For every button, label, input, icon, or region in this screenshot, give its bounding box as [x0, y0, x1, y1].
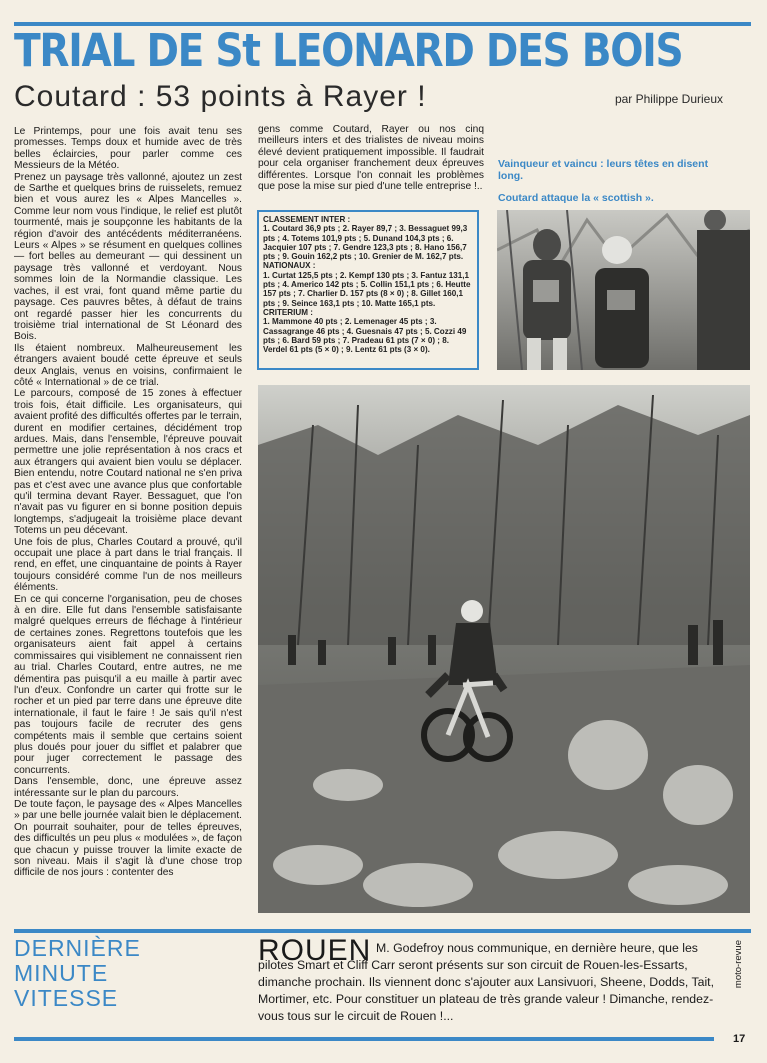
- paragraph: Une fois de plus, Charles Coutard a prouvé, qu'il occupait une place à part dans le trial français. Il rend, en effet, une cinquantaine de points à Rayer toujours considéré comme l'un de nos meilleurs éléments.: [14, 536, 242, 594]
- results-heading-criterium: CRITERIUM :: [263, 307, 313, 317]
- paragraph: Le parcours, composé de 15 zones à effectuer trois fois, était difficile. Les organisateurs, qui avaient profité des difficultés offertes par le terrain, durent en modifier certaines, décidément trop ardues. Mais, dans l'ensemble, l'épreuve pouvait permettre une jolie représentation à nos cracs et aux étrangers qui avaient bien voulu se déplacer. Bien entendu, notre Coutard national ne s'en priva pas et c'est avec une avance plus que confortable qu'il termina devant Rayer. Bessaguet, que l'on n'avait pas vu figurer en si bonne position depuis longtemps, s'adjugeait la troisième place devant Totems un peu décevant.: [14, 388, 242, 537]
- photo-captions: [498, 158, 728, 214]
- last-minute-heading: [14, 936, 246, 1011]
- results-box: [257, 210, 479, 370]
- article-column-1: [14, 126, 242, 879]
- heading-line: MINUTE: [14, 960, 109, 986]
- results-heading-nationaux: NATIONAUX :: [263, 261, 316, 271]
- photo-caption: Vainqueur et vaincu : leurs têtes en disent long.: [498, 158, 709, 182]
- page-number: 17: [733, 1033, 746, 1045]
- results-heading-inter: CLASSEMENT INTER :: [263, 215, 351, 224]
- paragraph: Prenez un paysage très vallonné, ajoutez un zest de Sarthe et quelques brins de ruisselets, remuez bien et vous aurez les « Alpes Mancelles ». Comme leur nom vous l'indique, le relief est plutôt tourmenté, mais je soupçonne les habitants de la région d'avoir des antécédents méditerranéens. Leurs « Alpes » se résument en quelques collines — fort belles au demeurant — qui dessinent un paysage très vallonné et verdoyant. Nous sommes loin de la Normandie classique. Les vaches, il est vrai, font quand même partie du paysage. Ces pauvres bêtes, à défaut de trains ont regardé passer hier les concurrents du troisième trial international de St Léonard des Bois.: [14, 171, 242, 343]
- photo-caption: Coutard attaque la « scottish ».: [498, 192, 654, 204]
- paragraph: En ce qui concerne l'organisation, peu de choses à en dire. Elle fut dans l'ensemble satisfaisante malgré quelques erreurs de fléchage à l'intérieur de certaines zones. Regrettons toutefois que les organisateurs aient fait appel à certains commissaires qui visiblement ne connaissent rien au trial. Charles Coutard, entre autres, ne me démentira pas puisqu'il a eu maille à partir avec l'un d'eux. Confondre un carter qui frotte sur le rocher et un pied par terre dans une épreuve dite internationale, il faut le faire ! Je sais qu'il n'est pas toujours facile de recruter des gens compétents mais il semble que certains soient plus doués pour jouer du sifflet et palabrer que pour juger correctement le passage des concurrents.: [14, 593, 242, 776]
- heading-line: VITESSE: [14, 985, 119, 1011]
- paragraph: Le Printemps, pour une fois avait tenu ses promesses. Temps doux et humide avec de très belles éclaircies, pour parler comme ces Messieurs de la Météo.: [14, 126, 242, 172]
- paragraph: De toute façon, le paysage des « Alpes Mancelles » par une belle journée valait bien le déplacement. On pourrait souhaiter, pour de telles épreuves, des difficultés un peu plus « modulées », de façon que chacun y puisse trouver la limite exacte de son niveau. Mais il s'agit là d'une chose trop difficile de nos jours : contenter des: [14, 798, 242, 879]
- article-title: TRIAL DE St LEONARD DES BOIS: [14, 24, 683, 77]
- bottom-rule-top: [14, 929, 751, 933]
- results-criterium: 1. Mammone 40 pts ; 2. Lemenager 45 pts ; 3. Cassagrange 46 pts ; 4. Guesnais 47 pts ; 5. Cozzi 49 pts ; 6. Bard 59 pts ; 7. Pradeau 61 pts (7 × 0) ; 8. Verdel 61 pts (5 × 0) ; 9. Lentz 61 pts (3 × 0).: [263, 317, 467, 355]
- trial-rider-photo: [258, 385, 750, 913]
- paragraph: Dans l'ensemble, donc, une épreuve assez intéressante sur le plan du parcours.: [14, 776, 242, 799]
- rouen-title: ROUEN: [258, 934, 372, 967]
- results-nationaux: 1. Curtat 125,5 pts ; 2. Kempf 130 pts ; 3. Fantuz 131,1 pts ; 4. Americo 142 pts ; 5. Collin 151,1 pts ; 6. Heutte 157 pts ; 7. Charlier D. 157 pts (8 × 0) ; 8. Gillet 160,1 pts ; 9. Seince 163,1 pts ; 10. Matte 165,1 pts.: [263, 270, 471, 308]
- riders-portrait-photo: [497, 210, 750, 370]
- magazine-name: moto-revue: [733, 940, 744, 989]
- bottom-rule: [14, 1037, 714, 1041]
- results-inter: 1. Coutard 36,9 pts ; 2. Rayer 89,7 ; 3. Bessaguet 99,3 pts ; 4. Totems 101,9 pts ; 5. Dunand 104,3 pts ; 6. Jacquier 107 pts ; 7. Gendre 123,3 pts ; 8. Hano 156,7 pts ; 9. Gouin 162,2 pts ; 10. Grenier de M. 162,7 pts.: [263, 224, 468, 262]
- article-subtitle: Coutard : 53 points à Rayer !: [14, 80, 427, 113]
- article-byline: par Philippe Durieux: [614, 92, 723, 106]
- rouen-text: M. Godefroy nous communique, en dernière heure, que les pilotes Smart et Cliff Carr seront présents sur son circuit de Rouen-les-Essarts, dimanche prochain. Ils viennent donc s'ajouter aux Lansivuori, Sheene, Dodds, Tait, Mortimer, etc. Pour constituer un plateau de très grande valeur ! Dimanche, rendez-vous tous sur le circuit de Rouen !...: [258, 941, 715, 1023]
- heading-line: DERNIÈRE: [14, 935, 141, 961]
- paragraph: gens comme Coutard, Rayer ou nos cinq meilleurs inters et des trialistes de niveau moins élevé devient pratiquement impossible. Il faudrait pour cela organiser franchement deux épreuves différentes. Lorsque l'on connait les problèmes que pose la mise sur pied d'une telle entreprise !..: [258, 124, 484, 193]
- paragraph: Ils étaient nombreux. Malheureusement les étrangers avaient boudé cette épreuve et seuls deux Anglais, venus en voisins, confirmaient le côté « International » de ce trial.: [14, 342, 242, 388]
- article-column-2: [258, 124, 484, 192]
